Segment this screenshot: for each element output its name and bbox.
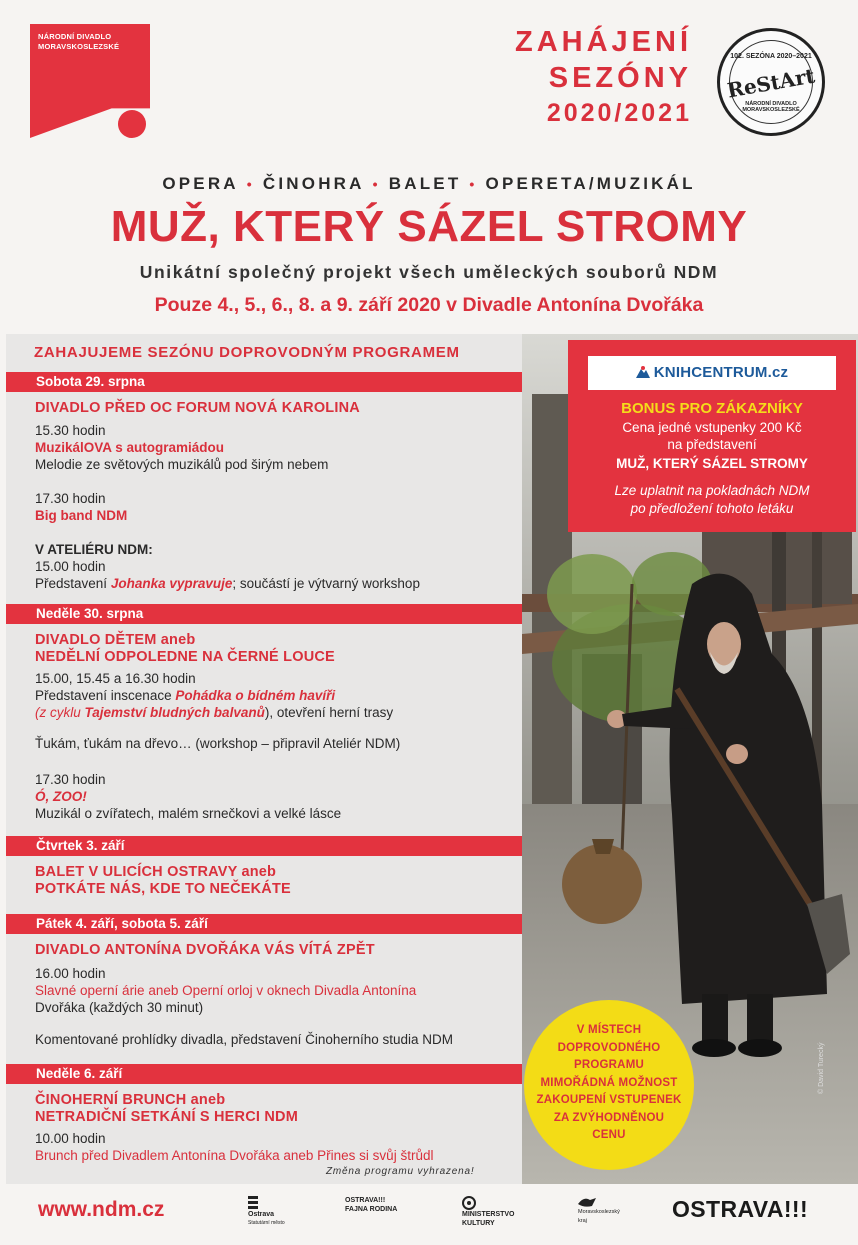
partner-logo-icon	[636, 366, 650, 378]
event-line	[35, 575, 420, 592]
event-line	[35, 687, 335, 704]
main-title: MUŽ, KTERÝ SÁZEL STROMY	[110, 202, 748, 251]
footer	[0, 1184, 858, 1245]
section-atelier: V ATELIÉRU NDM:	[35, 542, 153, 557]
performance-dates: Pouze 4., 5., 6., 8. a 9. září 2020 v Divadle Antonína Dvořáka	[154, 294, 704, 316]
genre-separator: •	[469, 176, 478, 192]
event-title: Ó, ZOO!	[35, 789, 87, 804]
logo-line-2: MORAVSKOSLEZSKÉ	[38, 42, 120, 51]
day-bar-ctvrtek: Čtvrtek 3. září	[6, 836, 522, 856]
program-note: Změna programu vyhrazena!	[326, 1166, 475, 1177]
logo-fajna-b: FAJNA RODINA	[345, 1206, 398, 1213]
ministry-icon	[462, 1196, 476, 1210]
event-desc: Melodie ze světových muzikálů pod širým nebem	[35, 457, 329, 472]
badge-word: ReStArt	[725, 63, 817, 103]
logo-ostrava-text: Ostrava	[248, 1211, 275, 1218]
time: 15.30 hodin	[35, 423, 106, 438]
section-balet-2: POTKÁTE NÁS, KDE TO NEČEKÁTE	[35, 881, 291, 897]
event-title: Big band NDM	[35, 508, 128, 523]
promo-line: ZAKOUPENÍ VSTUPENEK	[536, 1094, 682, 1106]
ostrava-logo: OSTRAVA!!!	[672, 1196, 809, 1222]
logo-region-b: kraj	[578, 1218, 587, 1224]
promo-line: DOPROVODNÉHO	[557, 1041, 661, 1054]
promo-line: CENU	[592, 1129, 626, 1141]
event-title-cont: Dvořáka	[35, 1000, 86, 1015]
event-title: Slavné operní árie aneb Operní orloj v oknech Divadla Antonína	[35, 983, 417, 998]
partner-logo	[588, 356, 836, 390]
genre-opereta: OPERETA/MUZIKÁL	[485, 174, 696, 193]
genre-opera: OPERA	[162, 174, 239, 193]
genre-balet: BALET	[388, 174, 462, 193]
region-icon	[578, 1196, 596, 1208]
section-dad: DIVADLO ANTONÍNA DVOŘÁKA VÁS VÍTÁ ZPĚT	[35, 942, 375, 958]
bonus-line-5: po předložení tohoto letáku	[630, 501, 794, 516]
event-post: ; součástí je výtvarný workshop	[232, 576, 420, 591]
bonus-line-2: na představení	[667, 437, 757, 452]
day-bar-patek: Pátek 4. září, sobota 5. září	[6, 914, 522, 934]
logo-dot	[118, 110, 146, 138]
cycle-pre: (z cyklu	[35, 705, 81, 720]
website-link[interactable]: www.ndm.cz	[38, 1198, 165, 1221]
promo-line: MIMOŘÁDNÁ MOŽNOST	[540, 1076, 678, 1089]
logo-fajna-rodina	[345, 1196, 397, 1214]
season-year: 2020/2021	[546, 99, 692, 127]
logo-ostrava-sub: Statutární město	[248, 1220, 285, 1226]
season-heading	[470, 24, 692, 130]
event-title: Ťukám, ťukám na dřevo…	[35, 736, 192, 751]
event-pre: Představení inscenace	[35, 688, 172, 703]
logo-region-a: Moravskoslezský	[578, 1209, 620, 1215]
bonus-line-4: Lze uplatnit na pokladnách NDM	[614, 483, 810, 498]
promo-text	[524, 1022, 694, 1145]
section-divadlo-detem: DIVADLO DĚTEM aneb	[35, 632, 196, 648]
badge-bottom-text: NÁRODNÍ DIVADLO MORAVSKOSLEZSKÉ	[742, 101, 800, 113]
genre-cinohra: ČINOHRA	[262, 174, 365, 193]
season-line-2: SEZÓNY	[548, 62, 692, 94]
restart-badge	[717, 28, 825, 136]
time: 15.00, 15.45 a 16.30 hodin	[35, 671, 196, 686]
time: 17.30 hodin	[35, 772, 106, 787]
promo-line: ZA ZVÝHODNĚNOU	[553, 1111, 665, 1124]
section-forum: DIVADLO PŘED OC FORUM NOVÁ KAROLINA	[35, 400, 360, 416]
bonus-box	[568, 340, 856, 532]
program-panel	[6, 334, 522, 1184]
section-divadlo-detem-2: NEDĚLNÍ ODPOLEDNE NA ČERNÉ LOUCE	[35, 649, 335, 665]
event-post: (workshop – připravil Ateliér NDM)	[195, 736, 401, 751]
bonus-title: BONUS PRO ZÁKAZNÍKY	[621, 400, 803, 417]
logo-text	[38, 32, 119, 52]
time: 10.00 hodin	[35, 1131, 106, 1146]
program-heading: ZAHAJUJEME SEZÓNU DOPROVODNÝM PROGRAMEM	[34, 344, 460, 361]
event-title: Johanka vypravuje	[110, 576, 233, 591]
badge-top-text: 102. SEZÓNA 2020–2021	[730, 53, 812, 60]
day-bar-sobota: Sobota 29. srpna	[6, 372, 522, 392]
bonus-price: Cena jedné vstupenky 200 Kč	[622, 420, 802, 435]
partner-name: KNIHCENTRUM.cz	[653, 364, 789, 381]
logo-ministry	[462, 1196, 515, 1228]
event-desc: Komentované prohlídky divadla, představení Činoherního studia NDM	[35, 1032, 453, 1047]
section-brunch-2: NETRADIČNÍ SETKÁNÍ S HERCI NDM	[35, 1109, 298, 1125]
section-brunch: ČINOHERNÍ BRUNCH aneb	[35, 1092, 226, 1108]
genre-separator: •	[246, 176, 255, 192]
event-post: (každých 30 minut)	[89, 1000, 204, 1015]
event-line	[35, 704, 393, 721]
photo-credit: © David Turecký	[818, 1042, 825, 1094]
bonus-show: MUŽ, KTERÝ SÁZEL STROMY	[616, 456, 808, 471]
season-line-1: ZAHÁJENÍ	[514, 26, 692, 58]
promo-line: PROGRAMU	[574, 1059, 644, 1071]
subtitle: Unikátní společný projekt všech uměleckých souborů NDM	[139, 262, 719, 282]
event-line	[35, 999, 203, 1016]
time: 17.30 hodin	[35, 491, 106, 506]
day-bar-nedele-6: Neděle 6. září	[6, 1064, 522, 1084]
logo-ministry-a: MINISTERSTVO	[462, 1211, 515, 1218]
event-desc: Muzikál o zvířatech, malém srnečkovi a velké lásce	[35, 806, 342, 821]
ndm-logo	[30, 24, 150, 138]
cycle-post: ), otevření herní trasy	[264, 705, 394, 720]
logo-ostrava-city	[248, 1196, 285, 1228]
genre-separator: •	[372, 176, 381, 192]
genre-list	[0, 174, 858, 194]
promo-circle	[524, 1000, 694, 1170]
event-line	[35, 735, 400, 752]
promo-line: V MÍSTECH	[576, 1024, 642, 1036]
time: 15.00 hodin	[35, 559, 106, 574]
logo-fajna-a: OSTRAVA!!!	[345, 1197, 386, 1204]
time: 16.00 hodin	[35, 966, 106, 981]
logo-line-1: NÁRODNÍ DIVADLO	[38, 32, 112, 41]
event-title: Brunch před Divadlem Antonína Dvořáka aneb Přines si svůj štrůdl	[35, 1148, 434, 1163]
event-pre: Představení	[35, 576, 108, 591]
event-title: MuzikálOVA s autogramiádou	[35, 440, 225, 455]
logo-region	[578, 1196, 620, 1226]
ostrava-city-icon	[248, 1196, 258, 1210]
event-title: Pohádka o bídném havíři	[175, 688, 336, 703]
section-balet: BALET V ULICÍCH OSTRAVY aneb	[35, 864, 277, 880]
cycle-title: Tajemství bludných balvanů	[84, 705, 265, 720]
logo-ministry-b: KULTURY	[462, 1220, 495, 1227]
day-bar-nedele: Neděle 30. srpna	[6, 604, 522, 624]
